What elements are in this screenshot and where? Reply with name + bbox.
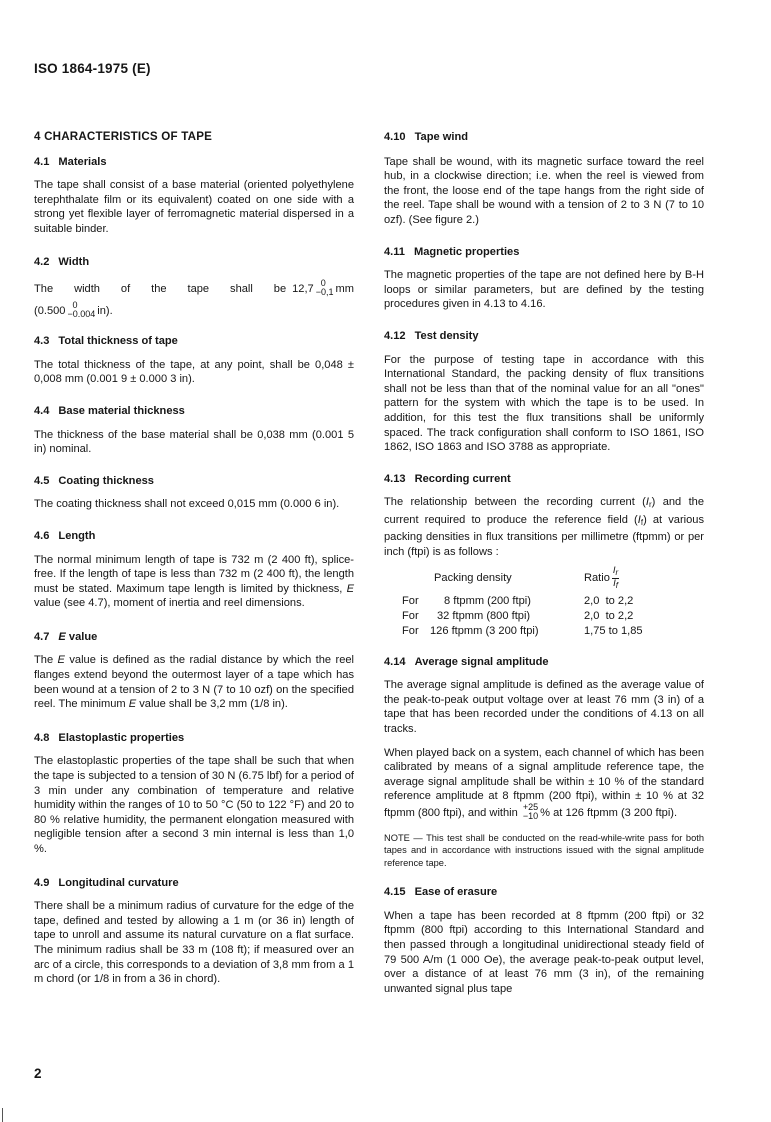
section-4-12-heading: 4.12 Test density [384,329,479,342]
section-4-12-body: For the purpose of testing tape in accordance with this International Standard, the packing density of flux transitions shall not be less than that of the nominal value for an all "ones" pattern for the system with which the tape is to be used. In addition, for this test the flux transitions shall be uniformly spaced. The track configuration shall conform to ISO 1861, ISO 1862, ISO 1863 and ISO 3788 as appropriate. [384,353,704,454]
ratio-fraction: $\frac{I_r}{I_f}$ [612,565,619,591]
section-4-3-heading: 4.3 Total thickness of tape [34,335,178,348]
section-4-14-body-2: When played back on a system, each channel of which has been calibrated by means of a signal amplitude reference tape, the average signal amplitude shall be within ± 10 % of the standard reference amplitude at 8 ftpmm (200 ftpi), within ± 10 % at 32 ftpmm (800 ftpi), and within +25 −10 % at 126 ftpmm (3 200 ftpi). [384,746,704,821]
section-4-11-body: The magnetic properties of the tape are not defined here by B-H loops or similar parameters, but are defined by the testing procedures given in 4.13 to 4.16. [384,269,704,311]
packing-density-table [402,564,704,639]
section-4-4-heading: 4.4 Base material thickness [34,404,185,417]
section-4-9-body: There shall be a minimum radius of curvature for the edge of the tape, defined and tested by allowing a 1 m (or 36 in) length of tape to unroll and assume its natural curvature on a flat surface. The minimum radius shall be 33 m (108 ft); if measured over an arc of a circle, this corresponds to a deviation of 3,8 mm from a 1 m chord (or 1/8 in from a 36 in chord). [34,900,354,986]
section-4-13-heading: 4.13 Recording current [384,472,511,485]
amplitude-tolerance: +25 −10 [522,802,539,821]
section-4-14-heading: 4.14 Average signal amplitude [384,655,549,668]
section-4-10-heading: 4.10 Tape wind [384,131,469,143]
section-4-4-body: The thickness of the base material shall be 0,038 mm (0.001 5 in) nominal. [34,428,354,456]
section-4-14-note: NOTE — This test shall be conducted on the read-while-write pass for both tapes and in accordance with instructions issued with the signal amplitude reference tape. [384,833,704,868]
right-column [384,130,704,1010]
section-4-6-body: The normal minimum length of tape is 732 m (2 400 ft), splice-free. If the length of tape is less than 732 m (2 400 ft), the length must be stated. Maximum tape length is limited by thickness, E value (see 4.7), moment of inertia and reel dimensions. [34,553,354,610]
section-4-6-heading: 4.6 Length [34,529,96,542]
width-mm-tolerance: 0 −0,1 [315,278,334,298]
section-4-13-body: The relationship between the recording current $(I_r)$ and the current required to produce the reference field $(I_f)$ at various packing densities in flux transitions per millimetre (ftpmm) or per inch (ftpi) is as follows : [384,496,705,559]
clause-4-title: 4 CHARACTERISTICS OF TAPE [34,130,213,143]
section-4-5-body: The coating thickness shall not exceed 0,015 mm (0.000 6 in). [34,498,340,511]
left-column [34,130,354,1001]
section-4-11-heading: 4.11 Magnetic properties [384,245,520,258]
scan-edge-mark [2,1108,3,1122]
section-4-1-body: The tape shall consist of a base material (oriented polyethylene terephthalate film or its equivalent) coated on one side with a strong yet flexible layer of ferromagnetic material dispersed in a suitable binder. [34,179,354,235]
page-number: 2 [34,1066,42,1081]
document-id-header: ISO 1864-1975 (E) [34,61,151,76]
section-4-7-heading: 4.7 E value [34,630,98,643]
section-4-5-heading: 4.5 Coating thickness [34,474,154,487]
table-row: For 126 ftpmm (3 200 ftpi) 1,75 to 1,85 [402,624,643,637]
table-row: For 8 ftpmm (200 ftpi) 2,0 to 2,2 [402,594,634,607]
section-4-7-body: The E value is defined as the radial distance by which the reel flanges extend beyond the outermost layer of a tape which has been wound at a tension of 2 to 3 N (7 to 10 ozf) on the specified reel. The minimum E value shall be 3,2 mm (1/8 in). [34,654,354,711]
width-in-tolerance: 0 −0.004 [67,300,96,320]
section-4-14-body-1: The average signal amplitude is defined as the average value of the peak-to-peak output voltage over at least 76 mm (3 in) of a tape that has been recorded under the conditions of 4.13 on all tracks. [384,679,704,736]
section-4-1-heading: 4.1 Materials [34,155,107,168]
section-4-2-body: The width of the tape shall be 12,7 0 −0,1 mm (0.500 0 −0.004 in). [34,278,354,320]
section-4-10-body: Tape shall be wound, with its magnetic surface toward the reel hub, in a clockwise direction; i.e. when the reel is viewed from the front, the loose end of the tape hangs from the right side of the reel. Tape shall be wound with a tension of 2 to 3 N (7 to 10 ozf). (See figure 2.) [384,155,704,226]
section-4-9-heading: 4.9 Longitudinal curvature [34,876,179,889]
section-4-15-body: When a tape has been recorded at 8 ftpmm (200 ftpi) or 32 ftpmm (800 ftpi) according to this International Standard and then passed through a longitudinal unidirectional steady field of 79 500 A/m (1 000 Oe), the average peak-to-peak output level, over a distance of at least 76 mm (3 in), of the remaining unwanted signal plus tape [384,909,704,995]
section-4-3-body: The total thickness of the tape, at any point, shall be 0,048 ± 0,008 mm (0.001 9 ± 0.000 3 in). [34,358,354,386]
table-row: For 32 ftpmm (800 ftpi) 2,0 to 2,2 [402,609,634,622]
section-4-8-heading: 4.8 Elastoplastic properties [34,731,185,744]
packing-density-table-header: Packing density Ratio $\frac{I_r}{I_f}$ [434,565,619,591]
section-4-2-heading: 4.2 Width [34,255,90,268]
section-4-8-body: The elastoplastic properties of the tape shall be such that when the tape is subjected to a tension of 30 N (6.75 lbf) for a period of 3 min under any combination of temperature and relative humidity within the ranges of 10 to 50 °C (50 to 122 °F) and 20 to 80 % relative humidity, the permanent elongation measured with negligible tension after a second 3 min internal is less than 1,0 %. [34,755,354,855]
section-4-15-heading: 4.15 Ease of erasure [384,886,498,899]
